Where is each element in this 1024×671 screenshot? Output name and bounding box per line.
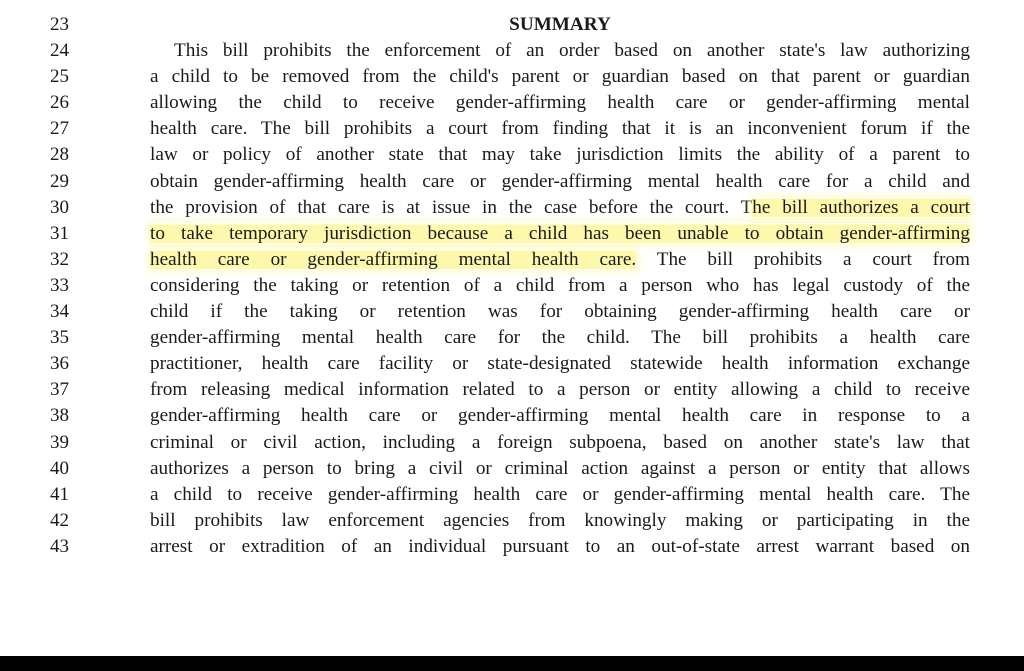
document-line: [0, 90, 1024, 116]
line-text: [150, 195, 970, 221]
line-number: 36: [50, 353, 69, 375]
document-line: [0, 430, 1024, 456]
document-line: [0, 403, 1024, 429]
document-line: [0, 247, 1024, 273]
summary-heading: SUMMARY: [509, 14, 611, 35]
line-text: [150, 377, 970, 403]
text-segment: gender-affirming health care or gender-affirming mental health care in response to a: [150, 405, 970, 427]
line-text: [150, 482, 970, 508]
line-text: [150, 90, 970, 116]
document-line: [0, 534, 1024, 560]
line-number: 25: [50, 66, 69, 88]
line-number: 37: [50, 379, 69, 401]
line-text: [150, 64, 970, 90]
line-text: [150, 169, 970, 195]
line-text: [150, 247, 970, 273]
text-segment: practitioner, health care facility or state-designated statewide health information exchange: [150, 353, 970, 375]
document-line: [0, 142, 1024, 168]
text-segment: gender-affirming mental health care for the child. The bill prohibits a health care: [150, 327, 970, 349]
document-line: [0, 38, 1024, 64]
document-line: [0, 195, 1024, 221]
highlighted-text: health care or gender-affirming mental health care.: [150, 248, 637, 270]
line-number: 38: [50, 405, 69, 427]
line-number: 42: [50, 509, 69, 531]
line-number: 41: [50, 483, 69, 505]
text-segment: bill prohibits law enforcement agencies from knowingly making or participating in the: [150, 509, 970, 531]
document-line: [0, 116, 1024, 142]
line-number: 23: [50, 14, 69, 35]
text-segment: authorizes a person to bring a civil or criminal action against a person or entity that allows: [150, 457, 970, 479]
line-number: 24: [50, 40, 69, 61]
line-text: [150, 508, 970, 534]
text-segment: child if the taking or retention was for obtaining gender-affirming health care or: [150, 301, 970, 322]
line-number: 39: [50, 431, 69, 453]
document-line: [0, 325, 1024, 351]
line-text: [150, 534, 970, 560]
line-number: 30: [50, 196, 69, 218]
highlighted-text: to take temporary jurisdiction because a child has been unable to obtain gender-affirming: [150, 222, 970, 244]
document-line: [0, 221, 1024, 247]
line-text: [150, 142, 970, 168]
document-line: [0, 273, 1024, 299]
text-segment: a child to be removed from the child's parent or guardian based on that parent or guardian: [150, 66, 970, 88]
line-number: 33: [50, 274, 69, 296]
line-number: 31: [50, 222, 69, 244]
text-segment: the provision of that care is at issue in the case before the court. T: [150, 196, 753, 218]
line-number: 27: [50, 118, 69, 140]
text-segment: This bill prohibits the enforcement of an order based on another state's law authorizing: [174, 40, 970, 61]
text-segment: arrest or extradition of an individual pursuant to an out-of-state arrest warrant based on: [150, 535, 970, 557]
document-line: [0, 299, 1024, 325]
text-segment: health care. The bill prohibits a court from finding that it is an inconvenient forum if the: [150, 118, 970, 140]
line-number: 35: [50, 327, 69, 349]
text-segment: allowing the child to receive gender-affirming health care or gender-affirming mental: [150, 92, 970, 114]
document-line: [0, 169, 1024, 195]
line-text: [174, 38, 970, 64]
text-segment: criminal or civil action, including a foreign subpoena, based on another state's law that: [150, 431, 970, 453]
text-segment: considering the taking or retention of a child from a person who has legal custody of the: [150, 274, 970, 296]
line-number: 32: [50, 248, 69, 270]
text-segment: law or policy of another state that may take jurisdiction limits the ability of a parent to: [150, 144, 970, 166]
line-number: 28: [50, 144, 69, 166]
document-line: [0, 456, 1024, 482]
document-line: [0, 508, 1024, 534]
text-segment: from releasing medical information related to a person or entity allowing a child to receive: [150, 379, 970, 401]
bottom-bar: [0, 656, 1024, 671]
line-number: 29: [50, 170, 69, 192]
line-text: [150, 299, 970, 325]
document-line: [0, 377, 1024, 403]
line-text: [150, 351, 970, 377]
heading-line: [0, 12, 1024, 38]
highlighted-text: he bill authorizes a court: [752, 196, 970, 218]
line-text: [150, 325, 970, 351]
line-text: [150, 430, 970, 456]
line-text: [150, 273, 970, 299]
text-segment: a child to receive gender-affirming health care or gender-affirming mental health care. The: [150, 483, 970, 505]
line-text: [150, 116, 970, 142]
line-number: 40: [50, 457, 69, 479]
text-segment: The bill prohibits a court from: [636, 248, 970, 270]
document-line: [0, 64, 1024, 90]
line-number: 43: [50, 535, 69, 557]
line-text: [150, 456, 970, 482]
line-text: [150, 403, 970, 429]
line-text: [150, 221, 970, 247]
text-segment: obtain gender-affirming health care or gender-affirming mental health care for a child and: [150, 170, 970, 192]
line-number: 34: [50, 301, 69, 322]
document-line: [0, 482, 1024, 508]
document-line: [0, 351, 1024, 377]
line-number: 26: [50, 92, 69, 114]
